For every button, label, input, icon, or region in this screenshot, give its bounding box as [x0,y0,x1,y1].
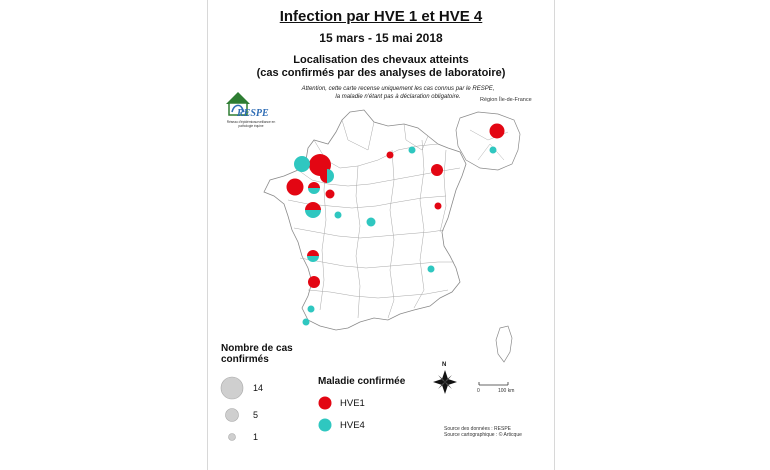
case-hve4-idf-inset [490,147,497,154]
idf-inset-outline [456,112,520,170]
logo-tagline: Réseau d'épidémiosurveillance en pathologie équine [226,120,276,128]
size-legend-14 [221,377,243,399]
case-hve4-cher [367,218,376,227]
size-legend-title [221,343,331,365]
size-legend-title-line-2: confirmés [221,354,269,365]
logo-name: RESPE [237,108,269,119]
north-label: N [442,362,447,368]
map-subtitle [208,54,554,80]
size-legend-title-line-1: Nombre de cas [221,343,293,354]
case-hve1-meuse [431,164,443,176]
case-hve4-ardennes [409,147,416,154]
corsica-outline [496,326,512,362]
case-hve1-haute-marne [435,203,442,210]
legend-hve4-label: HVE4 [340,420,365,431]
case-hve4-gironde [308,306,315,313]
scale-bar [479,382,508,385]
case-hve1-marne [387,152,394,159]
note-line-2: la maladie n'étant pas à déclaration obligatoire. [335,94,461,100]
case-hve4-normandie-west [294,156,310,172]
idf-inset-label: Région Île-de-France [480,97,532,103]
subtitle-line-1: Localisation des chevaux atteints [293,54,469,66]
case-mixed-orne [320,169,334,183]
disease-legend-title: Maladie confirmée [318,376,406,387]
sources-note [444,426,522,438]
size-legend-label-14: 14 [253,383,264,393]
subtitle-line-2: (cas confirmés par des analyses de laboratoire) [256,67,506,79]
case-hve1-sarthe [326,190,335,199]
size-legend-1 [229,434,236,441]
legend-hve1-label: HVE1 [340,398,365,409]
size-legend-label-5: 5 [253,410,259,420]
scale-start-label: 0 [477,388,480,394]
case-mixed-loire-atlantique [305,202,321,218]
sources-line-2: Source cartographique : © Articque [444,432,522,438]
page-title: Infection par HVE 1 et HVE 4 [279,8,483,25]
note-line-1: Attention, cette carte recense uniquement les cas connus par le RESPE, [301,86,495,92]
date-range: 15 mars - 15 mai 2018 [319,31,443,45]
north-arrow-icon [433,370,457,394]
case-hve1-charente [308,276,320,288]
map-sheet [208,0,554,470]
scale-end-label: 100 km [498,388,515,394]
case-hve4-loire [428,266,435,273]
case-hve4-maine-et-loire [335,212,342,219]
legend-hve1-dot [319,397,332,410]
case-mixed-vendee [307,250,319,262]
case-hve4-landes [303,319,310,326]
case-mixed-mayenne [308,182,320,194]
size-legend-5 [226,409,239,422]
case-hve1-bretagne [287,179,304,196]
legend-hve4-dot [319,419,332,432]
size-legend-label-1: 1 [253,432,259,442]
sources-line-1: Source des données : RESPE [444,426,511,432]
case-hve1-idf-inset [490,124,505,139]
